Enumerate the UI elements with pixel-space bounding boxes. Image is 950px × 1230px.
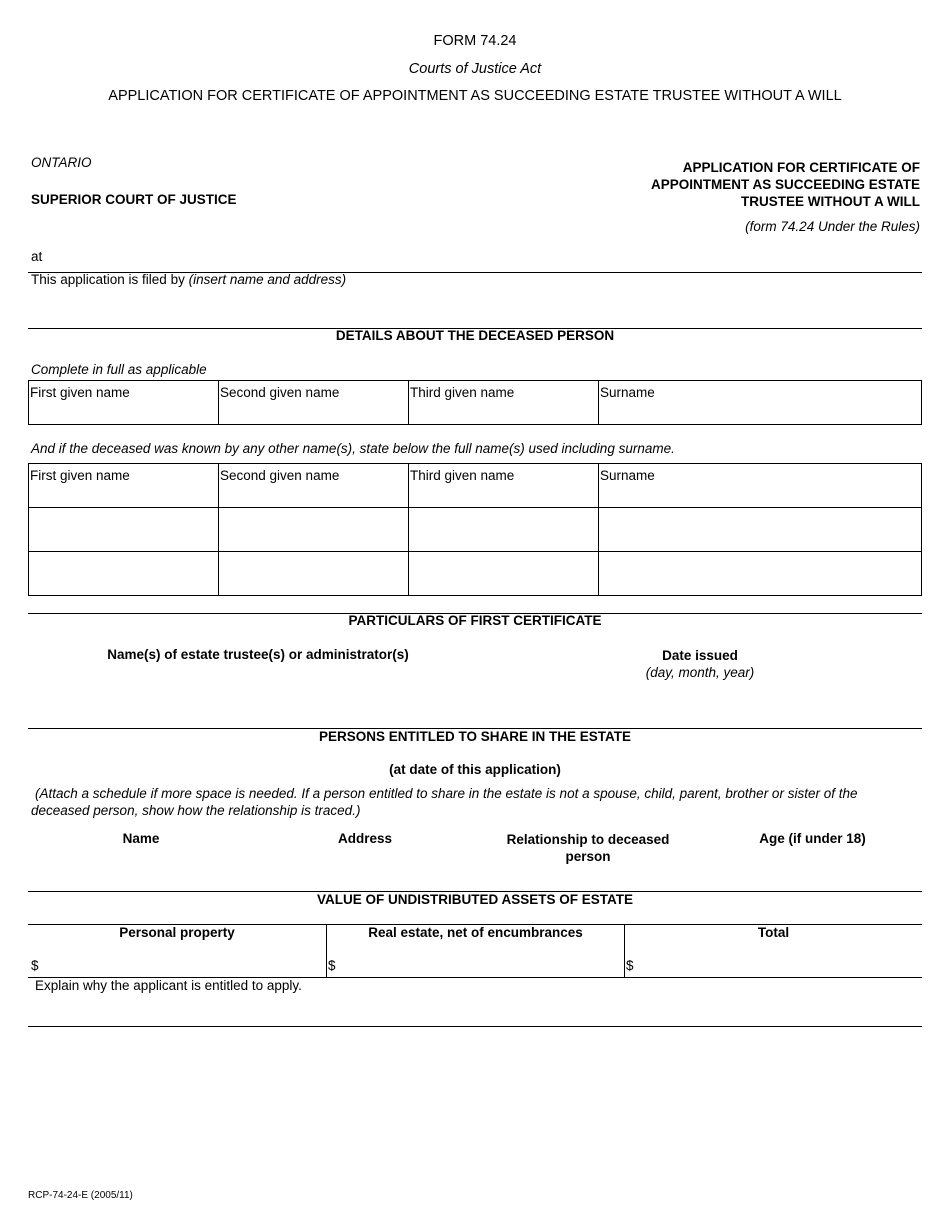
column-divider — [408, 381, 409, 424]
right-title-line-1: APPLICATION FOR CERTIFICATE OF — [682, 160, 920, 175]
other-surname-label: Surname — [600, 468, 655, 483]
other-names-note: And if the deceased was known by any other name(s), state below the full name(s) used including surname. — [31, 441, 675, 456]
right-title-line-2: APPOINTMENT AS SUCCEEDING ESTATE — [650, 177, 920, 192]
other-first-given-name-label: First given name — [30, 468, 130, 483]
row-divider — [29, 507, 921, 508]
other-names-table — [28, 463, 922, 596]
personal-property-label: Personal property — [119, 925, 235, 940]
deceased-name-table — [28, 380, 922, 425]
at-label: at — [31, 249, 43, 264]
other-third-given-name-label: Third given name — [410, 468, 515, 483]
filed-by-hint: (insert name and address) — [188, 272, 347, 287]
deceased-heading: DETAILS ABOUT THE DECEASED PERSON — [335, 328, 615, 343]
second-given-name-label: Second given name — [220, 385, 340, 400]
deceased-instruction: Complete in full as applicable — [31, 362, 207, 377]
explain-label: Explain why the applicant is entitled to apply. — [35, 978, 302, 993]
column-divider — [598, 464, 599, 595]
column-divider — [218, 464, 219, 595]
court-location-input[interactable] — [50, 247, 910, 267]
divider — [28, 1026, 922, 1027]
real-estate-label: Real estate, net of encumbrances — [368, 925, 583, 940]
col-age-label: Age (if under 18) — [759, 831, 866, 846]
col-name-label: Name — [122, 831, 160, 846]
personal-property-input[interactable] — [44, 956, 320, 975]
trustees-label: Name(s) of estate trustee(s) or administrator(s) — [107, 647, 409, 662]
total-label: Total — [757, 925, 790, 940]
rules-note: (form 74.24 Under the Rules) — [745, 219, 920, 234]
currency-symbol: $ — [328, 958, 336, 973]
col-address-label: Address — [337, 831, 393, 846]
total-input[interactable] — [639, 956, 915, 975]
other-second-given-name-label: Second given name — [220, 468, 340, 483]
persons-entitled-subheading: (at date of this application) — [389, 762, 561, 777]
date-issued-hint: (day, month, year) — [645, 665, 755, 680]
row-divider — [29, 551, 921, 552]
form-code: RCP-74-24-E (2005/11) — [28, 1190, 133, 1201]
real-estate-input[interactable] — [341, 956, 617, 975]
court-name: SUPERIOR COURT OF JUSTICE — [31, 192, 237, 207]
col-relationship-label: Relationship to deceased person — [506, 832, 670, 864]
column-divider — [408, 464, 409, 595]
filed-by-label — [31, 272, 346, 287]
act-name: Courts of Justice Act — [408, 61, 542, 77]
filed-by-text: This application is filed by — [31, 272, 185, 287]
first-given-name-label: First given name — [30, 385, 130, 400]
form-number: FORM 74.24 — [433, 33, 517, 49]
column-divider — [218, 381, 219, 424]
filed-by-input[interactable] — [31, 292, 916, 322]
persons-entitled-heading: PERSONS ENTITLED TO SHARE IN THE ESTATE — [318, 729, 632, 744]
page-title: APPLICATION FOR CERTIFICATE OF APPOINTMENT AS SUCCEEDING ESTATE TRUSTEE WITHOUT A WILL — [108, 88, 842, 104]
currency-symbol: $ — [626, 958, 634, 973]
column-divider — [598, 381, 599, 424]
date-issued-label: Date issued — [662, 648, 738, 663]
first-certificate-heading: PARTICULARS OF FIRST CERTIFICATE — [348, 613, 602, 628]
third-given-name-label: Third given name — [410, 385, 515, 400]
province-label: ONTARIO — [31, 155, 92, 170]
currency-symbol: $ — [31, 958, 39, 973]
right-title-line-3: TRUSTEE WITHOUT A WILL — [741, 194, 920, 209]
explain-input[interactable] — [31, 998, 916, 1022]
surname-label: Surname — [600, 385, 655, 400]
right-title — [560, 159, 920, 210]
assets-heading: VALUE OF UNDISTRIBUTED ASSETS OF ESTATE — [316, 892, 633, 907]
persons-entitled-note: (Attach a schedule if more space is needed. If a person entitled to share in the estate is not a spouse, child, parent, brother or sister of the deceased person, show how the relationship is traced.) — [31, 786, 858, 818]
